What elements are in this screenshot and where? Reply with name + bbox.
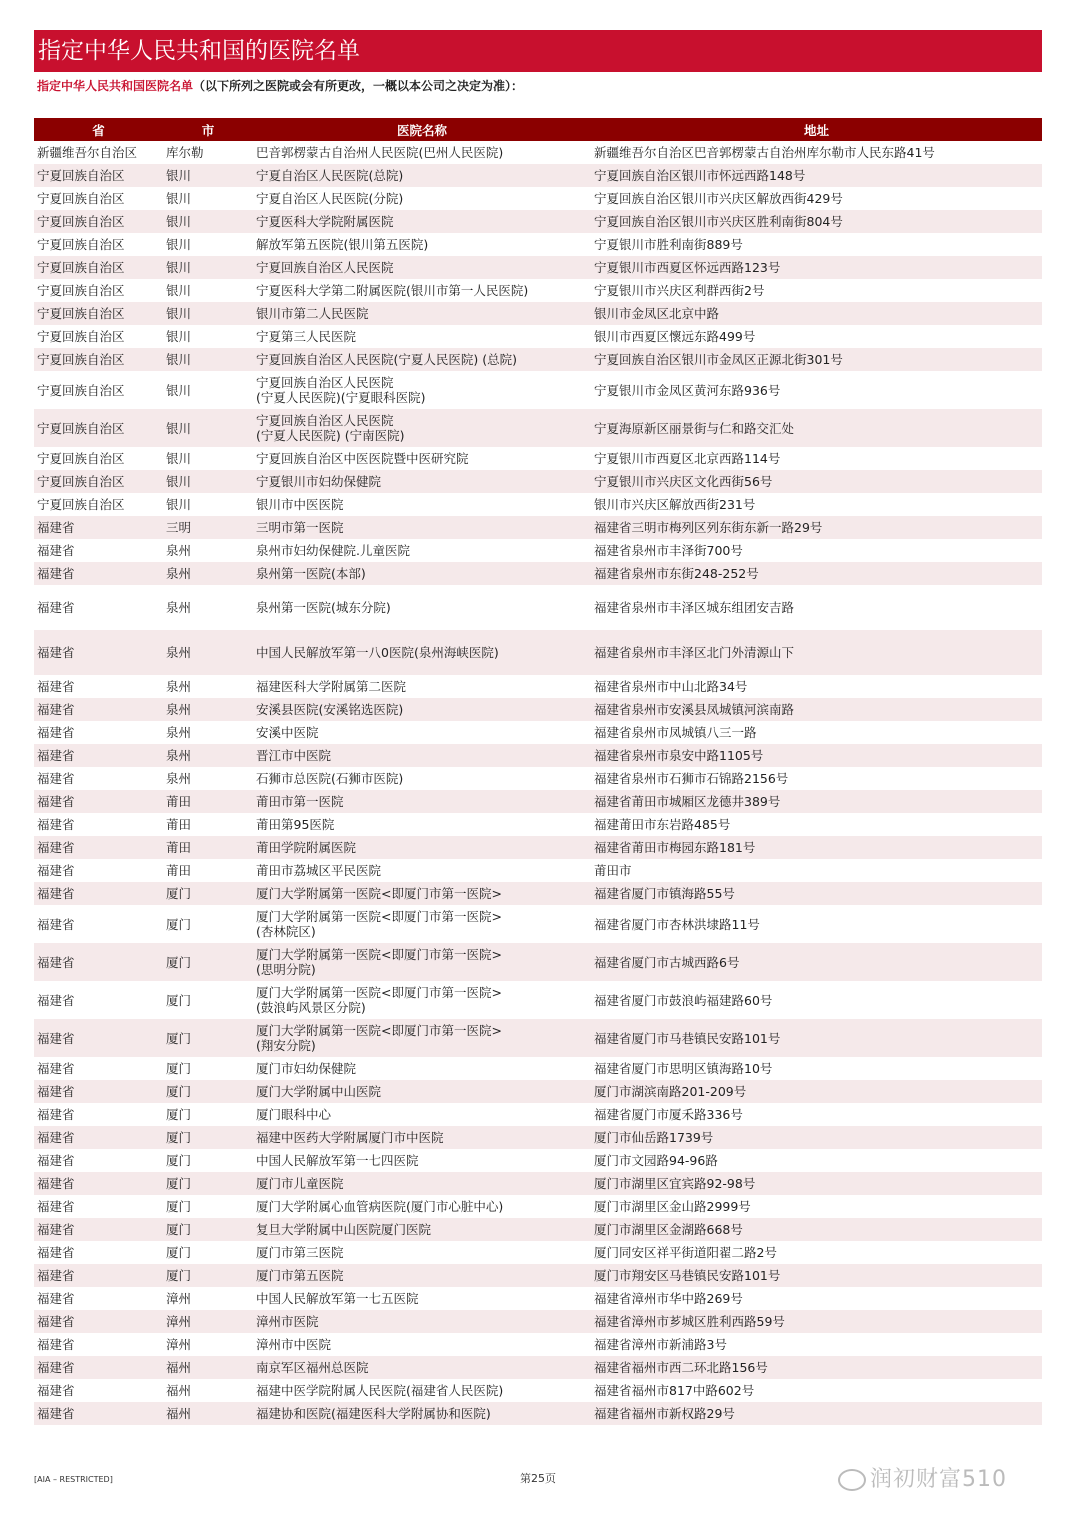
- cell-city: 银川: [163, 371, 253, 409]
- cell-address: 宁夏银川市胜利南街889号: [591, 233, 1042, 256]
- cell-hospital-name: 安溪中医院: [253, 721, 591, 744]
- cell-city: 银川: [163, 470, 253, 493]
- cell-address: 福建省厦门市马巷镇民安路101号: [591, 1019, 1042, 1057]
- cell-hospital-name: 福建医科大学附属第二医院: [253, 675, 591, 698]
- cell-city: 福州: [163, 1379, 253, 1402]
- table-row: [34, 1172, 1042, 1195]
- cell-hospital-name: 厦门眼科中心: [253, 1103, 591, 1126]
- cell-city: 厦门: [163, 1172, 253, 1195]
- cell-address: 宁夏回族自治区银川市怀远西路148号: [591, 164, 1042, 187]
- cell-city: 泉州: [163, 721, 253, 744]
- cell-address: 厦门市文园路94-96路: [591, 1149, 1042, 1172]
- table-row: [34, 302, 1042, 325]
- table-row: [34, 859, 1042, 882]
- cell-city: 泉州: [163, 630, 253, 675]
- table-row: [34, 1402, 1042, 1425]
- cell-hospital-name: 银川市中医医院: [253, 493, 591, 516]
- cell-city: 厦门: [163, 1103, 253, 1126]
- cell-hospital-name: 漳州市中医院: [253, 1333, 591, 1356]
- cell-province: 福建省: [34, 1264, 163, 1287]
- cell-address: 新疆维吾尔自治区巴音郭楞蒙古自治州库尔勒市人民东路41号: [591, 141, 1042, 164]
- table-row: [34, 1333, 1042, 1356]
- cell-address: 福建省福州市817中路602号: [591, 1379, 1042, 1402]
- cell-address: 宁夏银川市兴庆区文化西街56号: [591, 470, 1042, 493]
- cell-province: 宁夏回族自治区: [34, 164, 163, 187]
- table-row: [34, 675, 1042, 698]
- table-row: [34, 348, 1042, 371]
- cell-province: 福建省: [34, 790, 163, 813]
- cell-city: 厦门: [163, 1195, 253, 1218]
- cell-province: 福建省: [34, 981, 163, 1019]
- cell-city: 银川: [163, 348, 253, 371]
- cell-province: 宁夏回族自治区: [34, 409, 163, 447]
- cell-hospital-name: 宁夏回族自治区人民医院: [253, 256, 591, 279]
- cell-province: 福建省: [34, 943, 163, 981]
- cell-province: 福建省: [34, 1333, 163, 1356]
- cell-address: 厦门市湖里区金山路2999号: [591, 1195, 1042, 1218]
- cell-address: 宁夏银川市西夏区北京西路114号: [591, 447, 1042, 470]
- cell-province: 福建省: [34, 630, 163, 675]
- cell-city: 莆田: [163, 836, 253, 859]
- cell-address: 宁夏回族自治区银川市兴庆区解放西街429号: [591, 187, 1042, 210]
- cell-province: 福建省: [34, 698, 163, 721]
- cell-hospital-name: 宁夏医科大学院附属医院: [253, 210, 591, 233]
- cell-hospital-name: 泉州第一医院(城东分院): [253, 585, 591, 630]
- cell-address: 福建省福州市新权路29号: [591, 1402, 1042, 1425]
- cell-hospital-name: 宁夏回族自治区中医医院暨中医研究院: [253, 447, 591, 470]
- cell-province: 宁夏回族自治区: [34, 447, 163, 470]
- cell-hospital-name: 莆田学院附属医院: [253, 836, 591, 859]
- cell-city: 银川: [163, 256, 253, 279]
- table-row: [34, 1057, 1042, 1080]
- cell-city: 漳州: [163, 1310, 253, 1333]
- column-header-address: 地址: [591, 118, 1042, 141]
- page-subtitle: [37, 77, 523, 94]
- cell-address: 宁夏银川市兴庆区利群西街2号: [591, 279, 1042, 302]
- cell-hospital-name: 泉州第一医院(本部): [253, 562, 591, 585]
- cell-address: 福建省厦门市鼓浪屿福建路60号: [591, 981, 1042, 1019]
- cell-address: 厦门市翔安区马巷镇民安路101号: [591, 1264, 1042, 1287]
- cell-address: 福建省泉州市凤城镇八三一路: [591, 721, 1042, 744]
- cell-city: 莆田: [163, 790, 253, 813]
- cell-city: 厦门: [163, 1241, 253, 1264]
- cell-city: 银川: [163, 187, 253, 210]
- cell-city: 厦门: [163, 1080, 253, 1103]
- table-row: [34, 767, 1042, 790]
- cell-province: 福建省: [34, 1126, 163, 1149]
- table-row: [34, 516, 1042, 539]
- table-body: [34, 141, 1042, 1425]
- cell-address: 宁夏海原新区丽景街与仁和路交汇处: [591, 409, 1042, 447]
- cell-city: 厦门: [163, 1126, 253, 1149]
- page-title: 指定中华人民共和国的医院名单: [34, 30, 1042, 72]
- page-number: 第25页: [520, 1472, 556, 1485]
- cell-city: 银川: [163, 409, 253, 447]
- cell-hospital-name: 莆田第95医院: [253, 813, 591, 836]
- cell-province: 宁夏回族自治区: [34, 348, 163, 371]
- cell-province: 福建省: [34, 1103, 163, 1126]
- cell-city: 泉州: [163, 744, 253, 767]
- table-row: [34, 1126, 1042, 1149]
- cell-province: 宁夏回族自治区: [34, 187, 163, 210]
- cell-address: 宁夏银川市西夏区怀远西路123号: [591, 256, 1042, 279]
- cell-hospital-name: 福建中医药大学附属厦门市中医院: [253, 1126, 591, 1149]
- table-row: [34, 1379, 1042, 1402]
- table-row: [34, 1103, 1042, 1126]
- cell-hospital-name: 厦门市第三医院: [253, 1241, 591, 1264]
- cell-address: 福建省泉州市泉安中路1105号: [591, 744, 1042, 767]
- cell-province: 福建省: [34, 836, 163, 859]
- cell-province: 宁夏回族自治区: [34, 493, 163, 516]
- cell-address: 宁夏回族自治区银川市金凤区正源北街301号: [591, 348, 1042, 371]
- cell-address: 福建省厦门市思明区镇海路10号: [591, 1057, 1042, 1080]
- cell-address: 厦门市湖里区宜宾路92-98号: [591, 1172, 1042, 1195]
- cell-province: 福建省: [34, 675, 163, 698]
- cell-province: 福建省: [34, 1149, 163, 1172]
- cell-city: 银川: [163, 325, 253, 348]
- cell-province: 福建省: [34, 1080, 163, 1103]
- cell-hospital-name: 宁夏自治区人民医院(分院): [253, 187, 591, 210]
- cell-hospital-name: 漳州市医院: [253, 1310, 591, 1333]
- cell-province: 福建省: [34, 1218, 163, 1241]
- column-header-hospital-name: 医院名称: [253, 118, 591, 141]
- hospital-table: [34, 118, 1042, 1425]
- cell-province: 福建省: [34, 1379, 163, 1402]
- cell-hospital-name: 厦门市第五医院: [253, 1264, 591, 1287]
- cell-province: 宁夏回族自治区: [34, 210, 163, 233]
- table-row: [34, 744, 1042, 767]
- watermark: [838, 1462, 1007, 1493]
- table-row: [34, 1310, 1042, 1333]
- cell-province: 福建省: [34, 1057, 163, 1080]
- table-row: [34, 905, 1042, 943]
- table-row: [34, 210, 1042, 233]
- cell-province: 宁夏回族自治区: [34, 302, 163, 325]
- table-row: [34, 447, 1042, 470]
- cell-hospital-name: 银川市第二人民医院: [253, 302, 591, 325]
- cell-hospital-name: 解放军第五医院(银川第五医院): [253, 233, 591, 256]
- cell-address: 银川市金凤区北京中路: [591, 302, 1042, 325]
- cell-address: 宁夏银川市金凤区黄河东路936号: [591, 371, 1042, 409]
- table-row: [34, 585, 1042, 630]
- cell-city: 漳州: [163, 1287, 253, 1310]
- table-row: [34, 721, 1042, 744]
- cell-address: 福建省厦门市杏林洪埭路11号: [591, 905, 1042, 943]
- table-row: [34, 1241, 1042, 1264]
- cell-province: 福建省: [34, 813, 163, 836]
- cell-province: 福建省: [34, 1287, 163, 1310]
- cell-city: 厦门: [163, 1019, 253, 1057]
- cell-address: 福建省泉州市丰泽街700号: [591, 539, 1042, 562]
- table-row: [34, 698, 1042, 721]
- cell-province: 福建省: [34, 1402, 163, 1425]
- cell-address: 福建省漳州市芗城区胜利西路59号: [591, 1310, 1042, 1333]
- cell-city: 银川: [163, 493, 253, 516]
- cell-address: 福建省厦门市厦禾路336号: [591, 1103, 1042, 1126]
- cell-hospital-name: 泉州市妇幼保健院.儿童医院: [253, 539, 591, 562]
- wechat-icon: [838, 1469, 866, 1491]
- cell-city: 泉州: [163, 585, 253, 630]
- cell-city: 三明: [163, 516, 253, 539]
- cell-hospital-name: 宁夏回族自治区人民医院 (宁夏人民医院)(宁夏眼科医院): [253, 371, 591, 409]
- cell-address: 福建省漳州市新浦路3号: [591, 1333, 1042, 1356]
- table-row: [34, 1356, 1042, 1379]
- cell-hospital-name: 安溪县医院(安溪铭选医院): [253, 698, 591, 721]
- cell-province: 福建省: [34, 882, 163, 905]
- cell-city: 银川: [163, 210, 253, 233]
- cell-city: 银川: [163, 302, 253, 325]
- cell-city: 莆田: [163, 813, 253, 836]
- cell-province: 福建省: [34, 1195, 163, 1218]
- subtitle-disclaimer: （以下所列之医院或会有所更改，一概以本公司之决定为准）：: [193, 79, 524, 93]
- cell-address: 厦门同安区祥平街道阳翟二路2号: [591, 1241, 1042, 1264]
- cell-province: 福建省: [34, 721, 163, 744]
- cell-city: 厦门: [163, 981, 253, 1019]
- table-row: [34, 790, 1042, 813]
- cell-city: 银川: [163, 164, 253, 187]
- table-row: [34, 539, 1042, 562]
- subtitle-list-name: 指定中华人民共和国医院名单: [37, 79, 194, 93]
- cell-province: 宁夏回族自治区: [34, 233, 163, 256]
- cell-address: 福建省泉州市安溪县凤城镇河滨南路: [591, 698, 1042, 721]
- cell-province: 福建省: [34, 1310, 163, 1333]
- cell-city: 银川: [163, 279, 253, 302]
- cell-hospital-name: 三明市第一医院: [253, 516, 591, 539]
- table-row: [34, 943, 1042, 981]
- cell-hospital-name: 福建协和医院(福建医科大学附属协和医院): [253, 1402, 591, 1425]
- cell-hospital-name: 中国人民解放军第一八0医院(泉州海峡医院): [253, 630, 591, 675]
- cell-address: 厦门市仙岳路1739号: [591, 1126, 1042, 1149]
- table-row: [34, 836, 1042, 859]
- cell-hospital-name: 中国人民解放军第一七四医院: [253, 1149, 591, 1172]
- cell-city: 厦门: [163, 905, 253, 943]
- cell-city: 厦门: [163, 1218, 253, 1241]
- table-row: [34, 630, 1042, 675]
- table-row: [34, 1149, 1042, 1172]
- cell-city: 银川: [163, 447, 253, 470]
- cell-address: 福建省厦门市古城西路6号: [591, 943, 1042, 981]
- table-row: [34, 1264, 1042, 1287]
- cell-province: 福建省: [34, 1172, 163, 1195]
- cell-city: 库尔勒: [163, 141, 253, 164]
- table-row: [34, 371, 1042, 409]
- cell-province: 宁夏回族自治区: [34, 279, 163, 302]
- cell-hospital-name: 福建中医学院附属人民医院(福建省人民医院): [253, 1379, 591, 1402]
- cell-province: 福建省: [34, 744, 163, 767]
- cell-city: 泉州: [163, 767, 253, 790]
- column-header-city: 市: [163, 118, 253, 141]
- table-row: [34, 1080, 1042, 1103]
- cell-address: 宁夏回族自治区银川市兴庆区胜利南街804号: [591, 210, 1042, 233]
- column-header-province: 省: [34, 118, 163, 141]
- table-row: [34, 1287, 1042, 1310]
- footer-classification: [AIA – RESTRICTED]: [34, 1475, 113, 1484]
- cell-address: 厦门市湖里区金湖路668号: [591, 1218, 1042, 1241]
- cell-city: 银川: [163, 233, 253, 256]
- table-header-row: [34, 118, 1042, 141]
- cell-address: 厦门市湖滨南路201-209号: [591, 1080, 1042, 1103]
- cell-province: 福建省: [34, 516, 163, 539]
- cell-address: 福建省泉州市石狮市石锦路2156号: [591, 767, 1042, 790]
- table-row: [34, 164, 1042, 187]
- cell-province: 福建省: [34, 1356, 163, 1379]
- cell-province: 福建省: [34, 539, 163, 562]
- cell-hospital-name: 厦门大学附属第一医院<即厦门市第一医院> (思明分院): [253, 943, 591, 981]
- cell-city: 泉州: [163, 562, 253, 585]
- cell-address: 莆田市: [591, 859, 1042, 882]
- cell-hospital-name: 宁夏自治区人民医院(总院): [253, 164, 591, 187]
- cell-address: 福建省泉州市东街248-252号: [591, 562, 1042, 585]
- cell-hospital-name: 晋江市中医院: [253, 744, 591, 767]
- cell-city: 厦门: [163, 943, 253, 981]
- cell-hospital-name: 南京军区福州总医院: [253, 1356, 591, 1379]
- cell-province: 福建省: [34, 905, 163, 943]
- cell-province: 福建省: [34, 1019, 163, 1057]
- cell-hospital-name: 宁夏回族自治区人民医院(宁夏人民医院) (总院): [253, 348, 591, 371]
- cell-hospital-name: 中国人民解放军第一七五医院: [253, 1287, 591, 1310]
- cell-city: 泉州: [163, 675, 253, 698]
- cell-address: 福建省莆田市城厢区龙德井389号: [591, 790, 1042, 813]
- cell-province: 宁夏回族自治区: [34, 325, 163, 348]
- cell-address: 银川市兴庆区解放西街231号: [591, 493, 1042, 516]
- cell-hospital-name: 莆田市第一医院: [253, 790, 591, 813]
- cell-hospital-name: 莆田市荔城区平民医院: [253, 859, 591, 882]
- table-row: [34, 562, 1042, 585]
- cell-hospital-name: 厦门大学附属心血管病医院(厦门市心脏中心): [253, 1195, 591, 1218]
- cell-hospital-name: 宁夏第三人民医院: [253, 325, 591, 348]
- cell-city: 漳州: [163, 1333, 253, 1356]
- cell-hospital-name: 厦门市妇幼保健院: [253, 1057, 591, 1080]
- cell-address: 福建省莆田市梅园东路181号: [591, 836, 1042, 859]
- cell-hospital-name: 厦门大学附属中山医院: [253, 1080, 591, 1103]
- table-row: [34, 325, 1042, 348]
- cell-province: 福建省: [34, 585, 163, 630]
- table-row: [34, 493, 1042, 516]
- cell-hospital-name: 巴音郭楞蒙古自治州人民医院(巴州人民医院): [253, 141, 591, 164]
- cell-hospital-name: 宁夏医科大学第二附属医院(银川市第一人民医院): [253, 279, 591, 302]
- cell-address: 福建省漳州市华中路269号: [591, 1287, 1042, 1310]
- cell-hospital-name: 厦门大学附属第一医院<即厦门市第一医院> (鼓浪屿风景区分院): [253, 981, 591, 1019]
- cell-province: 福建省: [34, 767, 163, 790]
- cell-city: 厦门: [163, 882, 253, 905]
- table-row: [34, 187, 1042, 210]
- table-row: [34, 409, 1042, 447]
- cell-address: 福建省泉州市中山北路34号: [591, 675, 1042, 698]
- cell-city: 福州: [163, 1356, 253, 1379]
- cell-address: 福建省厦门市镇海路55号: [591, 882, 1042, 905]
- cell-city: 厦门: [163, 1264, 253, 1287]
- cell-hospital-name: 厦门大学附属第一医院<即厦门市第一医院> (杏林院区): [253, 905, 591, 943]
- table-row: [34, 233, 1042, 256]
- table-row: [34, 1019, 1042, 1057]
- cell-city: 泉州: [163, 698, 253, 721]
- cell-hospital-name: 宁夏银川市妇幼保健院: [253, 470, 591, 493]
- cell-province: 宁夏回族自治区: [34, 371, 163, 409]
- table-row: [34, 470, 1042, 493]
- cell-hospital-name: 复旦大学附属中山医院厦门医院: [253, 1218, 591, 1241]
- cell-province: 福建省: [34, 1241, 163, 1264]
- cell-hospital-name: 厦门市儿童医院: [253, 1172, 591, 1195]
- table-row: [34, 256, 1042, 279]
- cell-province: 福建省: [34, 859, 163, 882]
- cell-hospital-name: 宁夏回族自治区人民医院 (宁夏人民医院) (宁南医院): [253, 409, 591, 447]
- cell-province: 宁夏回族自治区: [34, 256, 163, 279]
- table-row: [34, 882, 1042, 905]
- cell-city: 厦门: [163, 1149, 253, 1172]
- table-row: [34, 981, 1042, 1019]
- cell-city: 莆田: [163, 859, 253, 882]
- watermark-text: 润初财富510: [870, 1467, 1007, 1492]
- cell-address: 银川市西夏区懷远东路499号: [591, 325, 1042, 348]
- cell-address: 福建省福州市西二环北路156号: [591, 1356, 1042, 1379]
- table-row: [34, 141, 1042, 164]
- table-row: [34, 1218, 1042, 1241]
- cell-hospital-name: 石狮市总医院(石狮市医院): [253, 767, 591, 790]
- table-row: [34, 1195, 1042, 1218]
- cell-hospital-name: 厦门大学附属第一医院<即厦门市第一医院>: [253, 882, 591, 905]
- cell-address: 福建省三明市梅列区列东街东新一路29号: [591, 516, 1042, 539]
- cell-address: 福建省泉州市丰泽区北门外清源山下: [591, 630, 1042, 675]
- cell-province: 新疆维吾尔自治区: [34, 141, 163, 164]
- cell-province: 宁夏回族自治区: [34, 470, 163, 493]
- cell-province: 福建省: [34, 562, 163, 585]
- cell-hospital-name: 厦门大学附属第一医院<即厦门市第一医院> (翔安分院): [253, 1019, 591, 1057]
- cell-address: 福建莆田市东岩路485号: [591, 813, 1042, 836]
- table-row: [34, 279, 1042, 302]
- table-row: [34, 813, 1042, 836]
- cell-city: 泉州: [163, 539, 253, 562]
- cell-city: 厦门: [163, 1057, 253, 1080]
- cell-address: 福建省泉州市丰泽区城东组团安吉路: [591, 585, 1042, 630]
- cell-city: 福州: [163, 1402, 253, 1425]
